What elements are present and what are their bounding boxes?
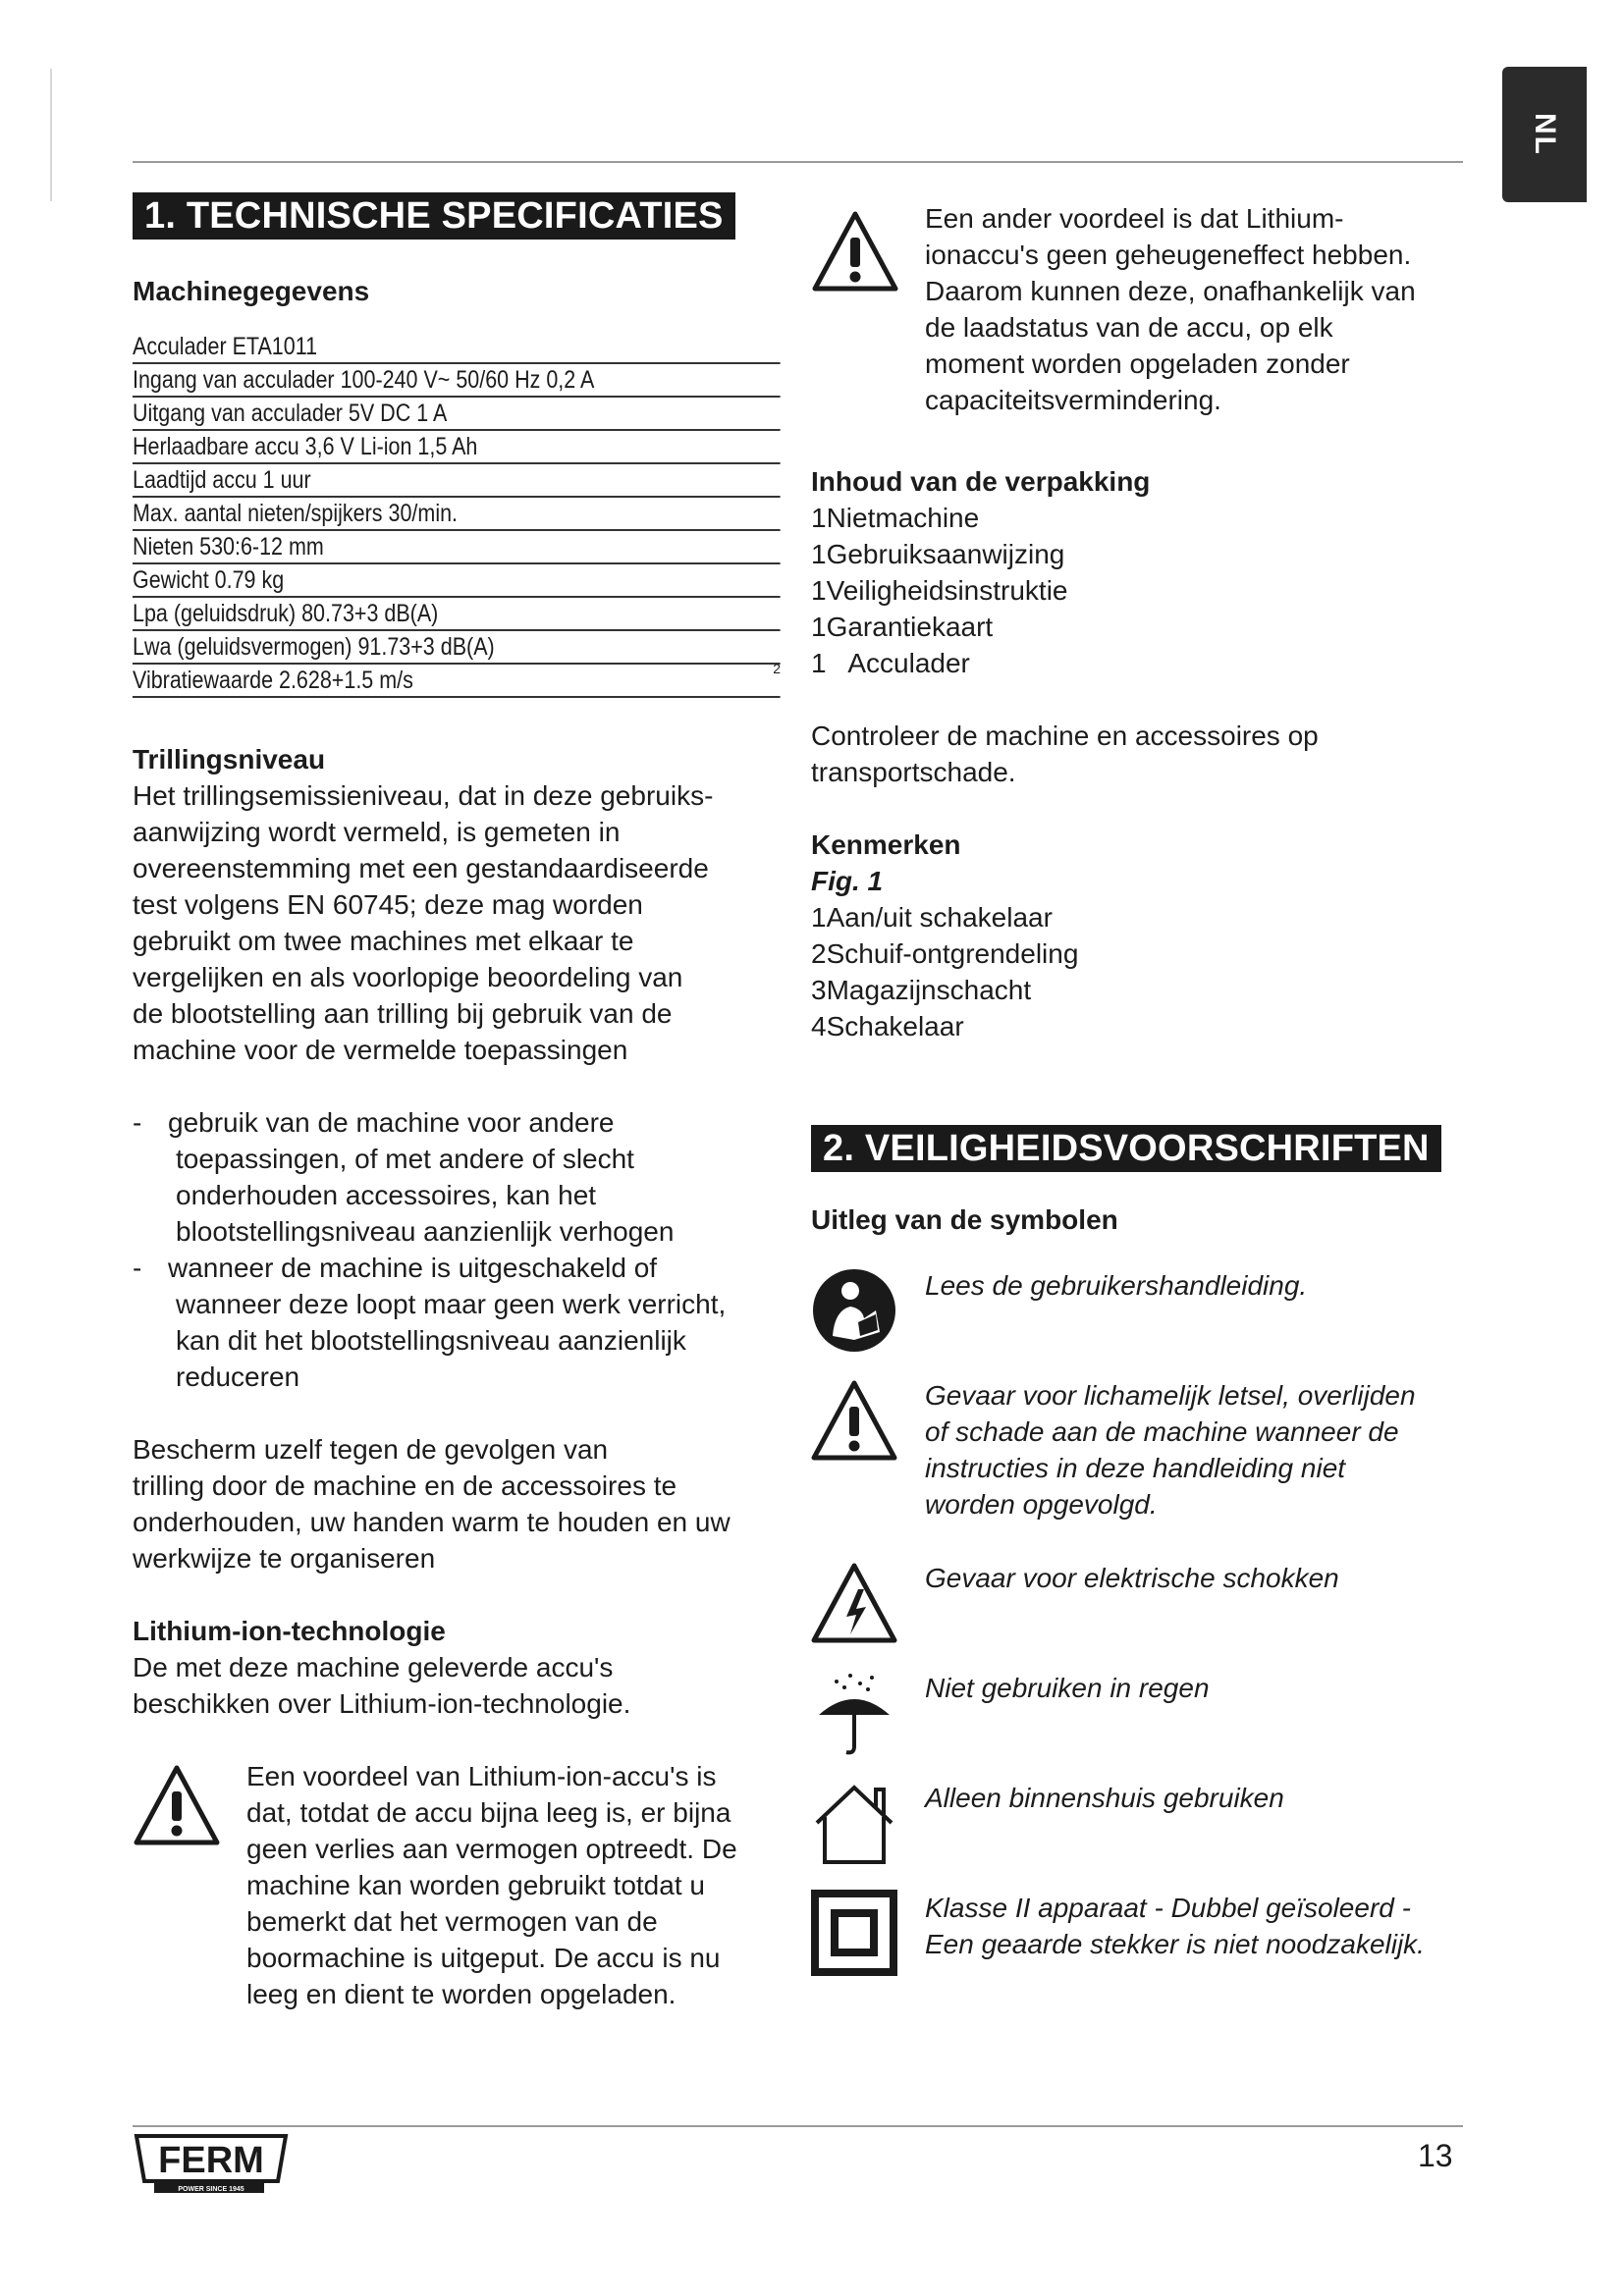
text-line: Een voordeel van Lithium-ion-accu's is bbox=[246, 1761, 717, 1791]
ferm-logo bbox=[133, 2130, 290, 2195]
package-list bbox=[811, 500, 1463, 681]
lithium-heading: Lithium-ion-technologie bbox=[133, 1616, 446, 1646]
left-column bbox=[133, 192, 781, 2012]
features-heading: Kenmerken bbox=[811, 829, 961, 860]
symbols-heading: Uitleg van de symbolen bbox=[811, 1204, 1118, 1235]
read-manual-icon bbox=[811, 1267, 897, 1354]
bottom-rule bbox=[133, 2125, 1463, 2127]
warning-triangle-icon bbox=[133, 1764, 221, 1846]
text-line: Gevaar voor elektrische schokken bbox=[925, 1563, 1339, 1593]
package-heading: Inhoud van de verpakking bbox=[811, 466, 1151, 497]
spec-row: Max. aantal nieten/spijkers 30/min. bbox=[133, 498, 781, 531]
logo-text: FERM bbox=[158, 2140, 264, 2181]
right-column bbox=[811, 192, 1463, 2000]
control-paragraph bbox=[811, 718, 1463, 790]
text-line: werkwijze te organiseren bbox=[133, 1543, 436, 1574]
margin-line bbox=[50, 69, 52, 201]
text-line: overeenstemming met een gestandaardiseerde bbox=[133, 853, 709, 883]
features-list bbox=[811, 899, 1463, 1044]
text-line: machine voor de vermelde toepassingen bbox=[133, 1035, 628, 1065]
spec-row: Acculader ETA1011 bbox=[133, 331, 781, 364]
spec-row: Laadtijd accu 1 uur bbox=[133, 464, 781, 498]
vibration-heading: Trillingsniveau bbox=[133, 744, 326, 774]
symbol-text bbox=[925, 1267, 1463, 1304]
text-line: bemerkt dat het vermogen van de bbox=[246, 1906, 658, 1937]
list-item: 4Schakelaar bbox=[811, 1011, 964, 1041]
text-line: test volgens EN 60745; deze mag worden bbox=[133, 889, 643, 920]
electric-shock-icon bbox=[811, 1560, 897, 1646]
list-item: 3Magazijnschacht bbox=[811, 975, 1032, 1005]
text-line: trilling door de machine en de accessoires te bbox=[133, 1470, 677, 1501]
bullet-dash: - bbox=[133, 1107, 142, 1138]
symbol-text bbox=[925, 1560, 1463, 1596]
text-line: transportschade. bbox=[811, 757, 1016, 787]
symbol-row bbox=[811, 1670, 1463, 1780]
text-line: de blootstelling aan trilling bij gebruik van de bbox=[133, 998, 673, 1029]
text-line: Controleer de machine en accessoires op bbox=[811, 721, 1319, 751]
text-line: De met deze machine geleverde accu's bbox=[133, 1652, 614, 1682]
class-ii-double-insulated-icon bbox=[811, 1890, 897, 1976]
logo-tagline: POWER SINCE 1945 bbox=[178, 2186, 244, 2193]
text-line: instructies in deze handleiding niet bbox=[925, 1453, 1346, 1483]
spec-row: Lwa (geluidsvermogen) 91.73+3 dB(A) bbox=[133, 631, 781, 665]
lithium-paragraph bbox=[133, 1649, 781, 1722]
page-number: 13 bbox=[1418, 2138, 1453, 2173]
text-line: leeg en dient te worden opgeladen. bbox=[246, 1979, 677, 2009]
list-item: 1Gebruiksaanwijzing bbox=[811, 539, 1065, 569]
spec-table bbox=[133, 331, 781, 698]
text-line: Alleen binnenshuis gebruiken bbox=[925, 1783, 1284, 1813]
text-line: of schade aan de machine wanneer de bbox=[925, 1416, 1399, 1447]
text-line: Het trillingsemissieniveau, dat in deze gebruiks- bbox=[133, 780, 714, 811]
text-line: Lees de gebruikershandleiding. bbox=[925, 1270, 1308, 1301]
spec-row: Uitgang van acculader 5V DC 1 A bbox=[133, 398, 781, 431]
list-item: 2Schuif-ontgrendeling bbox=[811, 938, 1079, 969]
symbol-row bbox=[811, 1780, 1463, 1890]
language-tab-label: NL bbox=[1529, 113, 1561, 156]
spec-row: Nieten 530:6-12 mm bbox=[133, 531, 781, 564]
spec-superscript: 2 bbox=[773, 661, 781, 676]
list-item: 1Garantiekaart bbox=[811, 612, 994, 642]
spec-row: Vibratiewaarde 2.628+1.5 m/s bbox=[133, 665, 781, 698]
text-line: Daarom kunnen deze, onafhankelijk van bbox=[925, 276, 1416, 306]
symbol-text bbox=[925, 1670, 1463, 1706]
memory-warning-block bbox=[811, 200, 1463, 418]
text-line: Gevaar voor lichamelijk letsel, overlijden bbox=[925, 1380, 1416, 1411]
warning-block bbox=[133, 1758, 781, 2012]
protect-paragraph bbox=[133, 1431, 781, 1576]
text-line: beschikken over Lithium-ion-technologie. bbox=[133, 1688, 631, 1719]
text-line: onderhouden accessoires, kan het bbox=[176, 1180, 597, 1210]
warning-triangle-icon bbox=[811, 210, 899, 293]
text-line: aanwijzing wordt vermeld, is gemeten in bbox=[133, 817, 621, 847]
spec-row: Herlaadbare accu 3,6 V Li-ion 1,5 Ah bbox=[133, 431, 781, 464]
list-item: 1Aan/uit schakelaar bbox=[811, 902, 1053, 933]
text-line: dat, totdat de accu bijna leeg is, er bijna bbox=[246, 1797, 731, 1828]
ferm-logo-graphic bbox=[133, 2130, 290, 2195]
symbol-text bbox=[925, 1377, 1463, 1522]
list-item: 1Veiligheidsinstruktie bbox=[811, 575, 1068, 606]
text-line: wanneer de machine is uitgeschakeld of bbox=[168, 1253, 658, 1283]
bullet-dash: - bbox=[133, 1253, 142, 1283]
text-line: reduceren bbox=[176, 1362, 300, 1392]
text-line: Een geaarde stekker is niet noodzakelijk. bbox=[925, 1929, 1425, 1959]
symbol-row bbox=[811, 1267, 1463, 1377]
top-rule bbox=[133, 161, 1463, 163]
text-line: de laadstatus van de accu, op elk bbox=[925, 312, 1333, 343]
bullet-item bbox=[133, 1250, 781, 1395]
text-line: gebruik van de machine voor andere bbox=[168, 1107, 615, 1138]
text-line: ionaccu's geen geheugeneffect hebben. bbox=[925, 240, 1412, 270]
text-line: Bescherm uzelf tegen de gevolgen van bbox=[133, 1434, 609, 1465]
text-line: Een ander voordeel is dat Lithium- bbox=[925, 203, 1344, 234]
no-rain-umbrella-icon bbox=[811, 1670, 897, 1756]
text-line: wanneer deze loopt maar geen werk verricht, bbox=[176, 1289, 727, 1319]
list-item: 1 Acculader bbox=[811, 648, 970, 678]
vibration-paragraph bbox=[133, 777, 781, 1068]
text-line: toepassingen, of met andere of slecht bbox=[176, 1144, 634, 1174]
text-line: Klasse II apparaat - Dubbel geïsoleerd - bbox=[925, 1893, 1411, 1923]
section-title-technical: 1. TECHNISCHE SPECIFICATIES bbox=[133, 192, 735, 240]
text-line: vergelijken en als voorlopige beoordeling van bbox=[133, 962, 683, 992]
text-line: blootstellingsniveau aanzienlijk verhogen bbox=[176, 1216, 675, 1247]
warning-text bbox=[246, 1758, 781, 2012]
symbol-row bbox=[811, 1560, 1463, 1670]
text-line: capaciteitsvermindering. bbox=[925, 385, 1221, 415]
text-line: moment worden opgeladen zonder bbox=[925, 348, 1350, 379]
symbol-text bbox=[925, 1780, 1463, 1816]
section-title-safety: 2. VEILIGHEIDSVOORSCHRIFTEN bbox=[811, 1125, 1441, 1172]
spec-row: Gewicht 0.79 kg bbox=[133, 564, 781, 598]
text-line: onderhouden, uw handen warm te houden en uw bbox=[133, 1507, 731, 1537]
text-line: boormachine is uitgeput. De accu is nu bbox=[246, 1943, 721, 1973]
text-line: machine kan worden gebruikt totdat u bbox=[246, 1870, 705, 1900]
text-line: Niet gebruiken in regen bbox=[925, 1673, 1210, 1703]
spec-row: Ingang van acculader 100-240 V~ 50/60 Hz 0,2 A bbox=[133, 364, 781, 398]
symbol-row bbox=[811, 1377, 1463, 1560]
text-line: kan dit het blootstellingsniveau aanzienlijk bbox=[176, 1325, 686, 1356]
bullet-item bbox=[133, 1104, 781, 1250]
bullet-list bbox=[133, 1104, 781, 1395]
symbol-text bbox=[925, 1890, 1463, 1962]
spec-row: Lpa (geluidsdruk) 80.73+3 dB(A) bbox=[133, 598, 781, 631]
text-line: geen verlies aan vermogen optreedt. De bbox=[246, 1834, 737, 1864]
warning-triangle-icon bbox=[811, 1377, 897, 1464]
text-line: worden opgevolgd. bbox=[925, 1489, 1158, 1520]
machine-data-heading: Machinegegevens bbox=[133, 276, 370, 306]
list-item: 1Nietmachine bbox=[811, 503, 980, 533]
text-line: gebruikt om twee machines met elkaar te bbox=[133, 926, 634, 956]
language-tab bbox=[1502, 67, 1587, 202]
indoor-house-icon bbox=[811, 1780, 897, 1866]
figure-label: Fig. 1 bbox=[811, 866, 884, 896]
symbol-row bbox=[811, 1890, 1463, 2000]
memory-text bbox=[925, 200, 1463, 418]
